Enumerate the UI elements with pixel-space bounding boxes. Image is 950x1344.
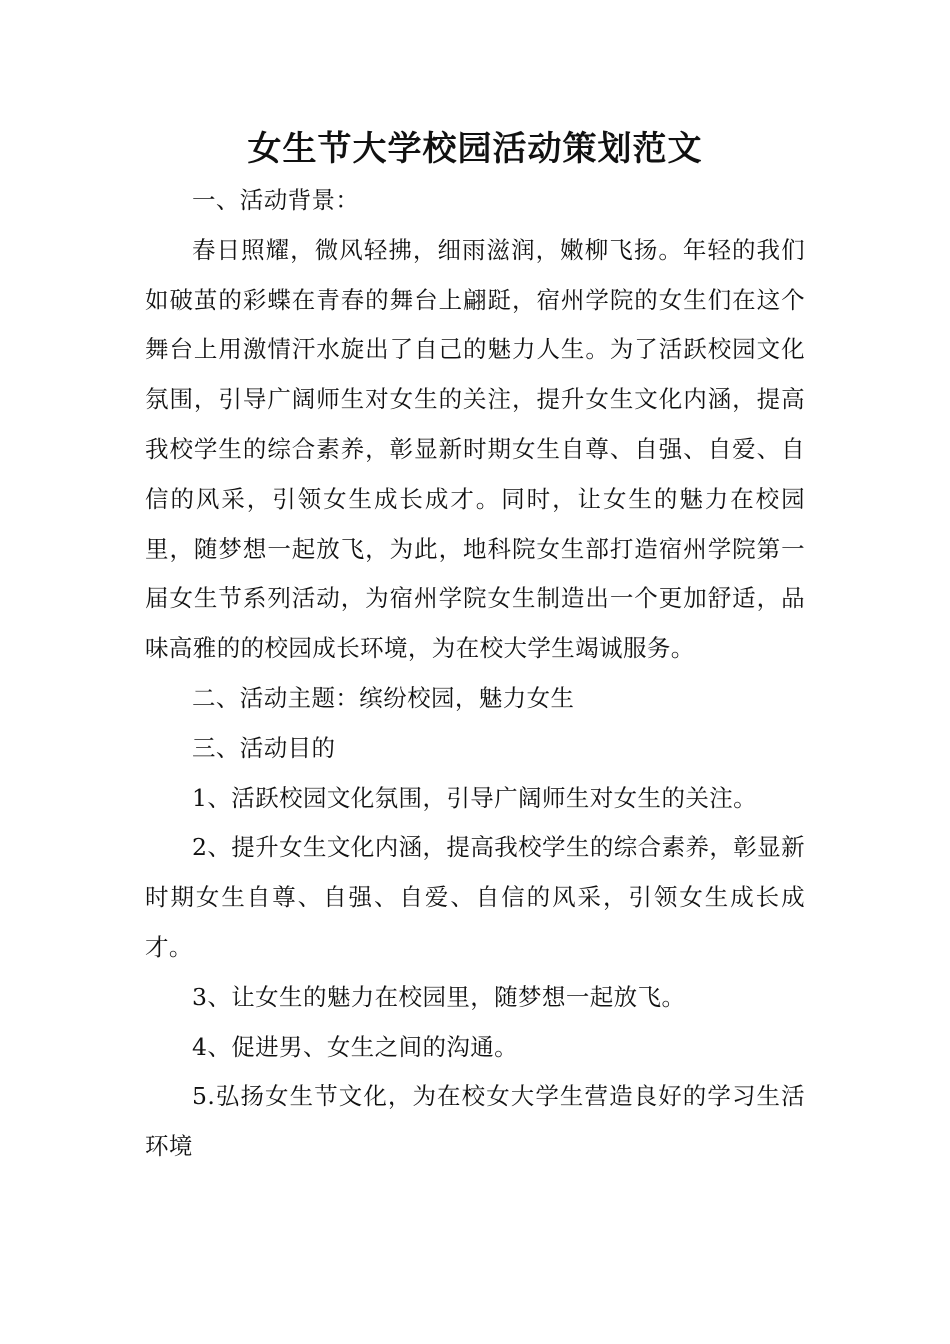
section-heading-purpose: 三、活动目的 <box>192 733 336 762</box>
section-heading-theme: 二、活动主题：缤纷校园，魅力女生 <box>192 683 575 712</box>
purpose-item-3: 3、让女生的魅力在校园里，随梦想一起放飞。 <box>192 982 686 1011</box>
purpose-item-2: 2、提升女生文化内涵，提高我校学生的综合素养，彰显新时期女生自尊、自强、自爱、自信的风采，引领女生成长成才。 <box>145 833 805 961</box>
purpose-item-4: 4、促进男、女生之间的沟通。 <box>192 1032 519 1061</box>
document-body <box>145 176 805 1172</box>
purpose-item-1: 1、活跃校园文化氛围，引导广阔师生对女生的关注。 <box>192 783 758 812</box>
document-title: 女生节大学校园活动策划范文 <box>247 129 703 169</box>
purpose-item-5: 5.弘扬女生节文化，为在校女大学生营造良好的学习生活环境 <box>145 1082 805 1161</box>
paragraph-background-text: 春日照耀，微风轻拂，细雨滋润，嫩柳飞扬。年轻的我们如破茧的彩蝶在青春的舞台上翩跹，宿州学院的女生们在这个舞台上用激情汗水旋出了自己的魅力人生。为了活跃校园文化氛围，引导广阔师生对女生的关注，提升女生文化内涵，提高我校学生的综合素养，彰显新时期女生自尊、自强、自爱、自信的风采，引领女生成长成才。同时，让女生的魅力在校园里，随梦想一起放飞，为此，地科院女生部打造宿州学院第一届女生节系列活动，为宿州学院女生制造出一个更加舒适，品味高雅的的校园成长环境，为在校大学生竭诚服务。 <box>145 235 805 663</box>
section-heading-background: 一、活动背景： <box>192 186 360 214</box>
